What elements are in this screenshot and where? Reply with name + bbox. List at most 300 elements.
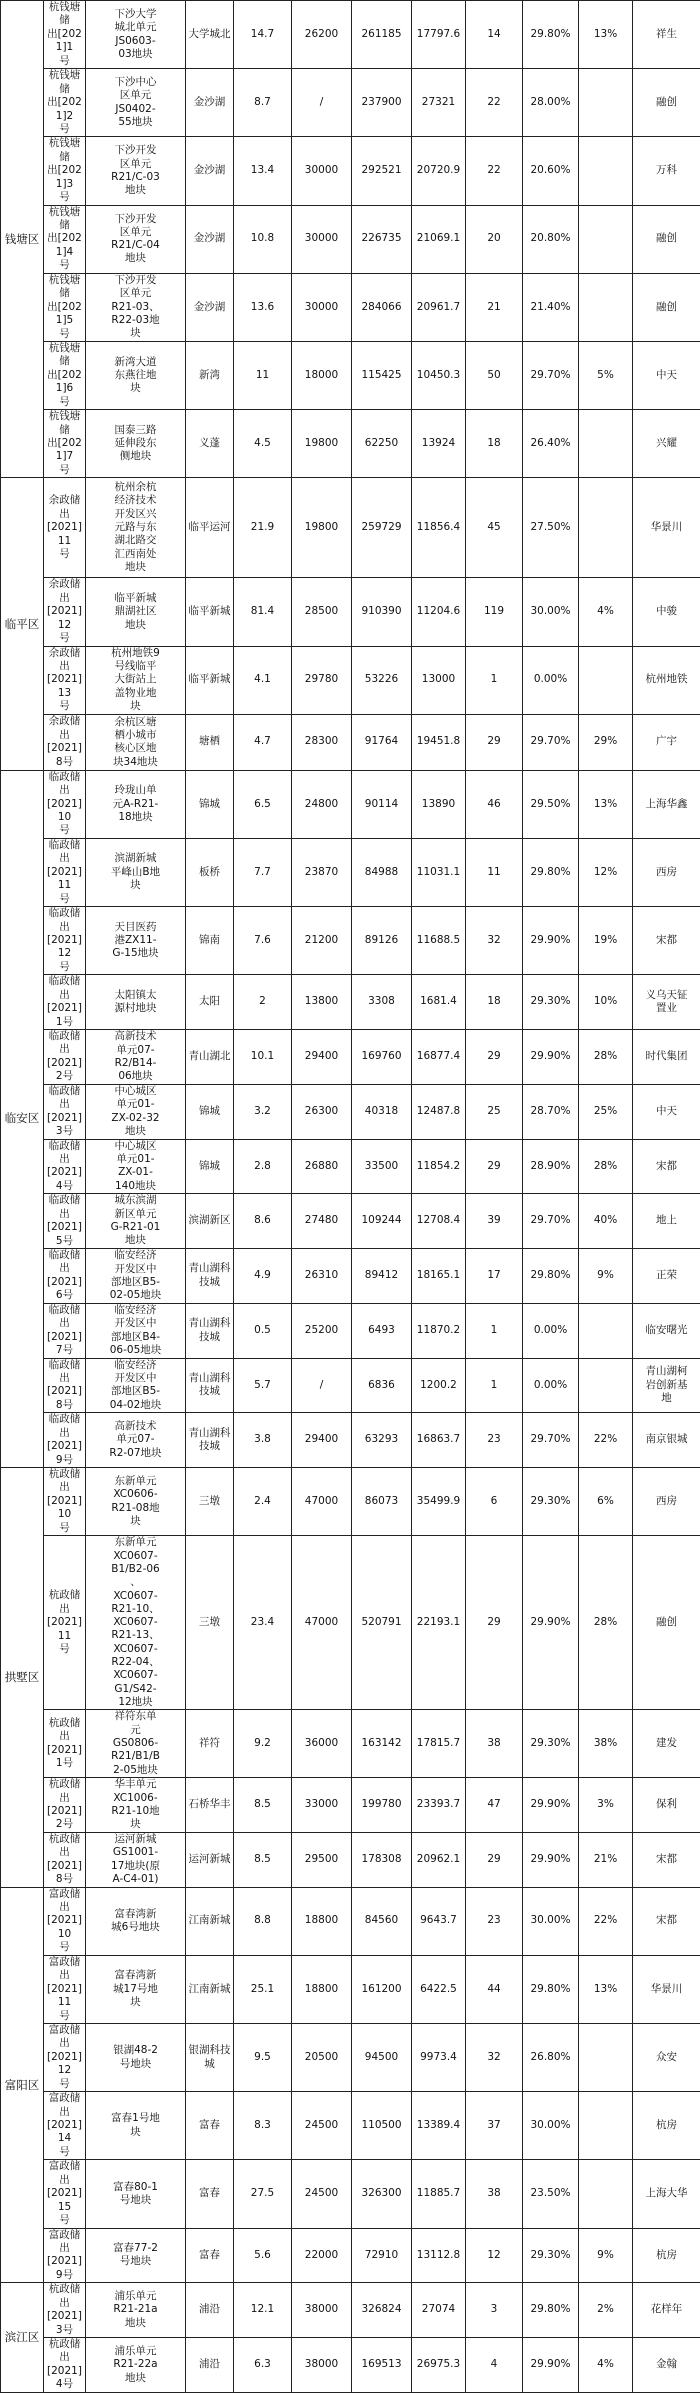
price-cap-cell: 18800: [292, 1887, 352, 1955]
area-cell: 锦南: [186, 907, 234, 975]
bidder-count-cell: 38: [466, 1710, 523, 1778]
lot-number-cell: 临政储出 [2021]4号: [44, 1139, 86, 1194]
winner-cell: 万科: [633, 137, 700, 205]
price-cap-cell: 26310: [292, 1249, 352, 1304]
winner-cell: 上海大华: [633, 2160, 700, 2228]
unit-price-cell: 23393.7: [412, 1778, 466, 1833]
self-hold-ratio-cell: [579, 137, 633, 205]
area-cell: 富春: [186, 2160, 234, 2228]
district-cell: 富阳区: [1, 1887, 44, 2283]
unit-price-cell: 13924: [412, 410, 466, 478]
bidder-count-cell: 4: [466, 2338, 523, 2393]
self-hold-ratio-cell: 19%: [579, 907, 633, 975]
total-price-cell: 292521: [352, 137, 412, 205]
premium-rate-cell: 29.70%: [523, 341, 579, 409]
premium-rate-cell: 29.70%: [523, 1194, 579, 1249]
premium-rate-cell: 29.30%: [523, 1468, 579, 1536]
lot-number-cell: 临政储出 [2021]11 号: [44, 838, 86, 906]
bidder-count-cell: 22: [466, 69, 523, 137]
site-area-cell: 0.5: [234, 1303, 292, 1358]
premium-rate-cell: 28.00%: [523, 69, 579, 137]
plot-name-cell: 中心城区 单元01- ZX-01- 140地块: [86, 1139, 186, 1194]
site-area-cell: 81.4: [234, 578, 292, 646]
lot-number-cell: 临政储出 [2021]1号: [44, 975, 86, 1030]
unit-price-cell: 9643.7: [412, 1887, 466, 1955]
lot-number-cell: 杭政储出 [2021]4号: [44, 2338, 86, 2393]
table-row: [1, 137, 700, 205]
winner-cell: 地上: [633, 1194, 700, 1249]
bidder-count-cell: 45: [466, 478, 523, 578]
plot-name-cell: 富春湾新 城6号地块: [86, 1887, 186, 1955]
lot-number-cell: 富政储出 [2021]11 号: [44, 1955, 86, 2023]
area-cell: 江南新城: [186, 1955, 234, 2023]
lot-number-cell: 富政储出 [2021]12 号: [44, 2023, 86, 2091]
lot-number-cell: 富政储出 [2021]14 号: [44, 2092, 86, 2160]
lot-number-cell: 杭钱塘储 出[2021]2 号: [44, 69, 86, 137]
lot-number-cell: 杭钱塘储 出[2021]6 号: [44, 341, 86, 409]
site-area-cell: 6.3: [234, 2338, 292, 2393]
unit-price-cell: 11854.2: [412, 1139, 466, 1194]
total-price-cell: 109244: [352, 1194, 412, 1249]
lot-number-cell: 临政储出 [2021]9号: [44, 1413, 86, 1468]
unit-price-cell: 18165.1: [412, 1249, 466, 1304]
unit-price-cell: 20720.9: [412, 137, 466, 205]
area-cell: 青山湖科 技城: [186, 1358, 234, 1413]
winner-cell: 融创: [633, 273, 700, 341]
area-cell: 塘栖: [186, 714, 234, 770]
district-cell: 临平区: [1, 478, 44, 770]
total-price-cell: 520791: [352, 1536, 412, 1710]
price-cap-cell: 25200: [292, 1303, 352, 1358]
plot-name-cell: 太阳镇太 源村地块: [86, 975, 186, 1030]
winner-cell: 中天: [633, 1084, 700, 1139]
self-hold-ratio-cell: 4%: [579, 578, 633, 646]
total-price-cell: 161200: [352, 1955, 412, 2023]
area-cell: 太阳: [186, 975, 234, 1030]
bidder-count-cell: 29: [466, 1030, 523, 1085]
price-cap-cell: 29400: [292, 1030, 352, 1085]
total-price-cell: 3308: [352, 975, 412, 1030]
premium-rate-cell: 28.90%: [523, 1139, 579, 1194]
unit-price-cell: 11856.4: [412, 478, 466, 578]
premium-rate-cell: 29.90%: [523, 1832, 579, 1887]
price-cap-cell: 26880: [292, 1139, 352, 1194]
unit-price-cell: 20961.7: [412, 273, 466, 341]
self-hold-ratio-cell: 38%: [579, 1710, 633, 1778]
winner-cell: 杭房: [633, 2228, 700, 2283]
unit-price-cell: 21069.1: [412, 205, 466, 273]
price-cap-cell: 18000: [292, 341, 352, 409]
price-cap-cell: 38000: [292, 2338, 352, 2393]
premium-rate-cell: 29.80%: [523, 1, 579, 69]
bidder-count-cell: 14: [466, 1, 523, 69]
unit-price-cell: 13389.4: [412, 2092, 466, 2160]
lot-number-cell: 杭政储出 [2021]11 号: [44, 1536, 86, 1710]
lot-number-cell: 富政储出 [2021]15 号: [44, 2160, 86, 2228]
lot-number-cell: 临政储出 [2021]2号: [44, 1030, 86, 1085]
price-cap-cell: /: [292, 1358, 352, 1413]
unit-price-cell: 11885.7: [412, 2160, 466, 2228]
bidder-count-cell: 1: [466, 1303, 523, 1358]
bidder-count-cell: 11: [466, 838, 523, 906]
self-hold-ratio-cell: 22%: [579, 1887, 633, 1955]
site-area-cell: 8.6: [234, 1194, 292, 1249]
total-price-cell: 237900: [352, 69, 412, 137]
plot-name-cell: 下沙大学 城北单元 JS0603- 03地块: [86, 1, 186, 69]
self-hold-ratio-cell: 2%: [579, 2283, 633, 2338]
area-cell: 临平运河: [186, 478, 234, 578]
total-price-cell: 178308: [352, 1832, 412, 1887]
area-cell: 银湖科技 城: [186, 2023, 234, 2091]
area-cell: 锦城: [186, 1084, 234, 1139]
plot-name-cell: 祥符东单 元 GS0806- R21/B1/B 2-05地块: [86, 1710, 186, 1778]
area-cell: 大学城北: [186, 1, 234, 69]
total-price-cell: 6493: [352, 1303, 412, 1358]
bidder-count-cell: 32: [466, 2023, 523, 2091]
table-row: [1, 1887, 700, 1955]
table-row: [1, 578, 700, 646]
total-price-cell: 91764: [352, 714, 412, 770]
bidder-count-cell: 17: [466, 1249, 523, 1304]
plot-name-cell: 下沙开发 区单元 R21/C-03 地块: [86, 137, 186, 205]
lot-number-cell: 临政储出 [2021]8号: [44, 1358, 86, 1413]
self-hold-ratio-cell: 28%: [579, 1536, 633, 1710]
self-hold-ratio-cell: [579, 205, 633, 273]
site-area-cell: 12.1: [234, 2283, 292, 2338]
area-cell: 锦城: [186, 1139, 234, 1194]
premium-rate-cell: 20.60%: [523, 137, 579, 205]
winner-cell: 临安曙光: [633, 1303, 700, 1358]
area-cell: 浦沿: [186, 2338, 234, 2393]
plot-name-cell: 中心城区 单元01- ZX-02-32 地块: [86, 1084, 186, 1139]
winner-cell: 中天: [633, 341, 700, 409]
lot-number-cell: 余政储出 [2021]13 号: [44, 646, 86, 714]
premium-rate-cell: 0.00%: [523, 646, 579, 714]
area-cell: 金沙湖: [186, 137, 234, 205]
total-price-cell: 326300: [352, 2160, 412, 2228]
price-cap-cell: 28300: [292, 714, 352, 770]
table-row: [1, 1536, 700, 1710]
unit-price-cell: 11688.5: [412, 907, 466, 975]
site-area-cell: 8.5: [234, 1778, 292, 1833]
price-cap-cell: 24500: [292, 2092, 352, 2160]
unit-price-cell: 16877.4: [412, 1030, 466, 1085]
self-hold-ratio-cell: 22%: [579, 1413, 633, 1468]
table-row: [1, 1832, 700, 1887]
bidder-count-cell: 29: [466, 714, 523, 770]
total-price-cell: 62250: [352, 410, 412, 478]
site-area-cell: 7.7: [234, 838, 292, 906]
winner-cell: 宋都: [633, 1139, 700, 1194]
bidder-count-cell: 32: [466, 907, 523, 975]
self-hold-ratio-cell: 3%: [579, 1778, 633, 1833]
unit-price-cell: 6422.5: [412, 1955, 466, 2023]
area-cell: 三墩: [186, 1468, 234, 1536]
site-area-cell: 3.8: [234, 1413, 292, 1468]
table-row: [1, 341, 700, 409]
winner-cell: 正荣: [633, 1249, 700, 1304]
price-cap-cell: 26300: [292, 1084, 352, 1139]
area-cell: 义蓬: [186, 410, 234, 478]
premium-rate-cell: 29.90%: [523, 1778, 579, 1833]
site-area-cell: 4.1: [234, 646, 292, 714]
plot-name-cell: 杭州地铁9 号线临平 大街站上 盖物业地 块: [86, 646, 186, 714]
unit-price-cell: 13890: [412, 770, 466, 838]
total-price-cell: 84560: [352, 1887, 412, 1955]
self-hold-ratio-cell: 9%: [579, 2228, 633, 2283]
total-price-cell: 199780: [352, 1778, 412, 1833]
price-cap-cell: 23870: [292, 838, 352, 906]
total-price-cell: 259729: [352, 478, 412, 578]
total-price-cell: 284066: [352, 273, 412, 341]
total-price-cell: 6836: [352, 1358, 412, 1413]
premium-rate-cell: 28.70%: [523, 1084, 579, 1139]
site-area-cell: 13.6: [234, 273, 292, 341]
table-row: [1, 1, 700, 69]
table-row: [1, 478, 700, 578]
premium-rate-cell: 30.00%: [523, 2092, 579, 2160]
bidder-count-cell: 119: [466, 578, 523, 646]
winner-cell: 兴耀: [633, 410, 700, 478]
self-hold-ratio-cell: 28%: [579, 1030, 633, 1085]
lot-number-cell: 杭政储出 [2021]10 号: [44, 1468, 86, 1536]
price-cap-cell: 19800: [292, 478, 352, 578]
self-hold-ratio-cell: [579, 1358, 633, 1413]
total-price-cell: 84988: [352, 838, 412, 906]
table-row: [1, 2023, 700, 2091]
area-cell: 新湾: [186, 341, 234, 409]
lot-number-cell: 临政储出 [2021]6号: [44, 1249, 86, 1304]
premium-rate-cell: 26.80%: [523, 2023, 579, 2091]
site-area-cell: 8.3: [234, 2092, 292, 2160]
unit-price-cell: 20962.1: [412, 1832, 466, 1887]
self-hold-ratio-cell: [579, 2160, 633, 2228]
unit-price-cell: 13112.8: [412, 2228, 466, 2283]
premium-rate-cell: 30.00%: [523, 578, 579, 646]
winner-cell: 宋都: [633, 1887, 700, 1955]
bidder-count-cell: 18: [466, 975, 523, 1030]
bidder-count-cell: 1: [466, 1358, 523, 1413]
winner-cell: 宋都: [633, 907, 700, 975]
unit-price-cell: 10450.3: [412, 341, 466, 409]
price-cap-cell: 18800: [292, 1955, 352, 2023]
winner-cell: 金翰: [633, 2338, 700, 2393]
plot-name-cell: 城东滨湖 新区单元 G-R21-01 地块: [86, 1194, 186, 1249]
self-hold-ratio-cell: 13%: [579, 1, 633, 69]
table-row: [1, 714, 700, 770]
lot-number-cell: 临政储出 [2021]3号: [44, 1084, 86, 1139]
premium-rate-cell: 23.50%: [523, 2160, 579, 2228]
premium-rate-cell: 29.90%: [523, 2338, 579, 2393]
plot-name-cell: 余杭区塘 栖小城市 核心区地 块34地块: [86, 714, 186, 770]
unit-price-cell: 26975.3: [412, 2338, 466, 2393]
self-hold-ratio-cell: [579, 273, 633, 341]
plot-name-cell: 玲珑山单 元A-R21- 18地块: [86, 770, 186, 838]
bidder-count-cell: 29: [466, 1536, 523, 1710]
self-hold-ratio-cell: 13%: [579, 770, 633, 838]
site-area-cell: 9.2: [234, 1710, 292, 1778]
lot-number-cell: 杭钱塘储 出[2021]4 号: [44, 205, 86, 273]
total-price-cell: 72910: [352, 2228, 412, 2283]
winner-cell: 青山湖柯 岩创新基 地: [633, 1358, 700, 1413]
winner-cell: 宋都: [633, 1832, 700, 1887]
self-hold-ratio-cell: 25%: [579, 1084, 633, 1139]
plot-name-cell: 下沙开发 区单元 R21/C-04 地块: [86, 205, 186, 273]
area-cell: 青山湖科 技城: [186, 1303, 234, 1358]
site-area-cell: 2: [234, 975, 292, 1030]
premium-rate-cell: 29.90%: [523, 907, 579, 975]
plot-name-cell: 天目医药 港ZX11- G-15地块: [86, 907, 186, 975]
price-cap-cell: 26200: [292, 1, 352, 69]
site-area-cell: 4.9: [234, 1249, 292, 1304]
winner-cell: 保利: [633, 1778, 700, 1833]
premium-rate-cell: 29.80%: [523, 838, 579, 906]
area-cell: 青山湖科 技城: [186, 1249, 234, 1304]
table-row: [1, 975, 700, 1030]
price-cap-cell: 22000: [292, 2228, 352, 2283]
lot-number-cell: 富政储出 [2021]9号: [44, 2228, 86, 2283]
self-hold-ratio-cell: 12%: [579, 838, 633, 906]
district-cell: 滨江区: [1, 2283, 44, 2393]
unit-price-cell: 1200.2: [412, 1358, 466, 1413]
lot-number-cell: 杭政储出 [2021]2号: [44, 1778, 86, 1833]
self-hold-ratio-cell: [579, 69, 633, 137]
unit-price-cell: 9973.4: [412, 2023, 466, 2091]
plot-name-cell: 临安经济 开发区中 部地区B5- 02-05地块: [86, 1249, 186, 1304]
plot-name-cell: 富春1号地 块: [86, 2092, 186, 2160]
district-cell: 钱塘区: [1, 1, 44, 478]
price-cap-cell: 30000: [292, 205, 352, 273]
plot-name-cell: 东新单元 XC0606- R21-08地 块: [86, 1468, 186, 1536]
site-area-cell: 8.7: [234, 69, 292, 137]
price-cap-cell: 47000: [292, 1536, 352, 1710]
unit-price-cell: 27321: [412, 69, 466, 137]
site-area-cell: 5.7: [234, 1358, 292, 1413]
area-cell: 锦城: [186, 770, 234, 838]
table-row: [1, 1710, 700, 1778]
table-row: [1, 1139, 700, 1194]
table-row: [1, 1194, 700, 1249]
plot-name-cell: 滨湖新城 平峰山B地 块: [86, 838, 186, 906]
total-price-cell: 261185: [352, 1, 412, 69]
table-row: [1, 273, 700, 341]
site-area-cell: 8.5: [234, 1832, 292, 1887]
plot-name-cell: 银湖48-2 号地块: [86, 2023, 186, 2091]
plot-name-cell: 临平新城 鼎湖社区 地块: [86, 578, 186, 646]
table-row: [1, 907, 700, 975]
unit-price-cell: 12487.8: [412, 1084, 466, 1139]
site-area-cell: 4.5: [234, 410, 292, 478]
self-hold-ratio-cell: [579, 1303, 633, 1358]
table-body: [1, 1, 700, 2393]
plot-name-cell: 国泰三路 延伸段东 侧地块: [86, 410, 186, 478]
table-row: [1, 838, 700, 906]
site-area-cell: 23.4: [234, 1536, 292, 1710]
table-row: [1, 1030, 700, 1085]
self-hold-ratio-cell: 5%: [579, 341, 633, 409]
lot-number-cell: 余政储出 [2021]8号: [44, 714, 86, 770]
lot-number-cell: 临政储出 [2021]7号: [44, 1303, 86, 1358]
winner-cell: 花样年: [633, 2283, 700, 2338]
plot-name-cell: 浦乐单元 R21-21a 地块: [86, 2283, 186, 2338]
premium-rate-cell: 29.80%: [523, 2283, 579, 2338]
bidder-count-cell: 18: [466, 410, 523, 478]
premium-rate-cell: 29.50%: [523, 770, 579, 838]
self-hold-ratio-cell: 29%: [579, 714, 633, 770]
lot-number-cell: 杭政储出 [2021]8号: [44, 1832, 86, 1887]
price-cap-cell: 24500: [292, 2160, 352, 2228]
bidder-count-cell: 21: [466, 273, 523, 341]
self-hold-ratio-cell: 10%: [579, 975, 633, 1030]
self-hold-ratio-cell: 21%: [579, 1832, 633, 1887]
plot-name-cell: 华丰单元 XC1006- R21-10地 块: [86, 1778, 186, 1833]
self-hold-ratio-cell: 9%: [579, 1249, 633, 1304]
lot-number-cell: 杭政储出 [2021]3号: [44, 2283, 86, 2338]
self-hold-ratio-cell: [579, 2092, 633, 2160]
area-cell: 临平新城: [186, 646, 234, 714]
plot-name-cell: 下沙中心 区单元 JS0402- 55地块: [86, 69, 186, 137]
site-area-cell: 27.5: [234, 2160, 292, 2228]
price-cap-cell: 19800: [292, 410, 352, 478]
price-cap-cell: 38000: [292, 2283, 352, 2338]
total-price-cell: 94500: [352, 2023, 412, 2091]
bidder-count-cell: 23: [466, 1887, 523, 1955]
area-cell: 临平新城: [186, 578, 234, 646]
lot-number-cell: 临政储出 [2021]12 号: [44, 907, 86, 975]
total-price-cell: 110500: [352, 2092, 412, 2160]
table-row: [1, 646, 700, 714]
price-cap-cell: 27480: [292, 1194, 352, 1249]
site-area-cell: 14.7: [234, 1, 292, 69]
self-hold-ratio-cell: 40%: [579, 1194, 633, 1249]
self-hold-ratio-cell: 4%: [579, 2338, 633, 2393]
lot-number-cell: 临政储出 [2021]10 号: [44, 770, 86, 838]
unit-price-cell: 17797.6: [412, 1, 466, 69]
table-row: [1, 2228, 700, 2283]
lot-number-cell: 杭钱塘储 出[2021]1 号: [44, 1, 86, 69]
area-cell: 江南新城: [186, 1887, 234, 1955]
plot-name-cell: 富春77-2 号地块: [86, 2228, 186, 2283]
total-price-cell: 89126: [352, 907, 412, 975]
self-hold-ratio-cell: 13%: [579, 1955, 633, 2023]
self-hold-ratio-cell: [579, 478, 633, 578]
bidder-count-cell: 12: [466, 2228, 523, 2283]
bidder-count-cell: 38: [466, 2160, 523, 2228]
site-area-cell: 7.6: [234, 907, 292, 975]
winner-cell: 建发: [633, 1710, 700, 1778]
winner-cell: 融创: [633, 1536, 700, 1710]
price-cap-cell: 30000: [292, 137, 352, 205]
plot-name-cell: 临安经济 开发区中 部地区B5- 04-02地块: [86, 1358, 186, 1413]
bidder-count-cell: 6: [466, 1468, 523, 1536]
site-area-cell: 5.6: [234, 2228, 292, 2283]
bidder-count-cell: 39: [466, 1194, 523, 1249]
premium-rate-cell: 29.70%: [523, 1413, 579, 1468]
premium-rate-cell: 29.70%: [523, 714, 579, 770]
winner-cell: 融创: [633, 205, 700, 273]
winner-cell: 众安: [633, 2023, 700, 2091]
bidder-count-cell: 47: [466, 1778, 523, 1833]
total-price-cell: 169513: [352, 2338, 412, 2393]
total-price-cell: 40318: [352, 1084, 412, 1139]
area-cell: 滨湖新区: [186, 1194, 234, 1249]
bidder-count-cell: 29: [466, 1139, 523, 1194]
price-cap-cell: 28500: [292, 578, 352, 646]
plot-name-cell: 东新单元 XC0607- B1/B2-06 、 XC0607- R21-10、 XC0607- R21-13、 XC0607- R22-04、 XC0607- G1/S42- 12地块: [86, 1536, 186, 1710]
site-area-cell: 4.7: [234, 714, 292, 770]
lot-number-cell: 杭钱塘储 出[2021]7 号: [44, 410, 86, 478]
total-price-cell: 169760: [352, 1030, 412, 1085]
